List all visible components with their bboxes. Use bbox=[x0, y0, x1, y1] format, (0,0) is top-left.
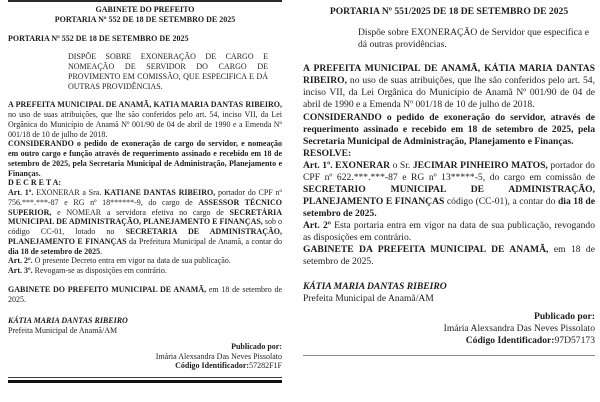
right-signature-name: KÁTIA MARIA DANTAS RIBEIRO bbox=[303, 280, 447, 292]
left-article-2: Art. 2º. O presente Decreto entra em vigor na data de sua publicação. bbox=[8, 256, 231, 266]
left-preamble: A PREFEITA MUNICIPAL DE ANAMÃ, KATIA MARIA DANTAS RIBEIRO, no uso de suas atribuições, que lhe são conferidos pelo art. 54, inciso VII, da Lei Orgânica do Município de Anamã Nº 001/90 de 04 de abril de 1990 e a Emenda Nº 001/18 de 10 de julho de 2018. bbox=[8, 100, 282, 139]
right-bottom-rule bbox=[303, 355, 595, 356]
left-signature-role: Prefeita Municipal de Anamã/AM bbox=[8, 326, 118, 335]
left-bottom-rule-thick bbox=[8, 380, 282, 383]
left-ementa: DISPÕE SOBRE EXONERAÇÃO DE CARGO E NOMEAÇÃO DE SERVIDOR DO CARGO DE PROVIMENTO EM COMISSÃO, QUE ESPECIFICA E DÁ OUTRAS PROVIDÊNCIAS. bbox=[68, 52, 268, 91]
left-code-value: 57282F1F bbox=[249, 361, 282, 371]
left-code-line bbox=[8, 361, 282, 371]
right-article-2: Art. 2º Esta portaria entra em vigor na data de sua publicação, revogando as disposições em contrário. bbox=[303, 220, 595, 244]
left-publication-block bbox=[8, 342, 282, 371]
right-publication-block bbox=[303, 311, 595, 347]
left-top-rule bbox=[8, 0, 282, 2]
right-published-by-name: Imária Alexsandra Das Neves Pissolato bbox=[443, 322, 595, 334]
left-considerando: CONSIDERANDO o pedido de exoneração de cargo do servidor, e nomeação em outro cargo e função através de requerimento assinado e recebido em 18 de setembro de 2025, pela Secretaria Municipal de Administração, Planejamento e Finanças. bbox=[8, 139, 282, 178]
right-signature-role: Prefeita Municipal de Anamã/AM bbox=[303, 292, 434, 304]
right-article-1: Art. 1º. EXONERAR o Sr. JECIMAR PINHEIRO MATOS, portador do CPF nº 622.***.***-87 e RG nº 13*****-5, do cargo em comissão de SECRETARIO MUNICIPAL DE ADMINISTRAÇÃO, PLANEJAMENTO E FINANÇAS código (CC-01), a contar do dia 18 de setembro de 2025. bbox=[303, 159, 596, 220]
left-masthead-line1: GABINETE DO PREFEITO bbox=[95, 5, 195, 14]
left-bottom-rule-thin bbox=[8, 377, 282, 378]
right-published-by-label: Publicado por: bbox=[533, 310, 595, 322]
left-code-label: Código Identificador: bbox=[175, 361, 250, 371]
right-considerando: CONSIDERANDO o pedido de exoneração do servidor, através de requerimento assinado e recebido em 18 de setembro de 2025, pela Secretaria Municipal de Administração, Planejamento e Finanças. bbox=[303, 111, 595, 147]
left-column-portaria-552 bbox=[8, 0, 282, 383]
left-signature-name: KÁTIA MARIA DANTAS RIBEIRO bbox=[8, 316, 128, 326]
left-portaria-title: PORTARIA Nº 552 DE 18 DE SETEMBRO DE 2025 bbox=[8, 33, 189, 43]
right-column-portaria-551 bbox=[303, 0, 595, 356]
right-code-line bbox=[303, 335, 595, 347]
left-decreta-heading: D E C R E T A: bbox=[8, 178, 62, 188]
right-preamble: A PREFEITA MUNICIPAL DE ANAMÃ, KÁTIA MARIA DANTAS RIBEIRO, no uso de suas atribuições, que lhe são conferidos pelo art. 54, inciso VII, da Lei Orgânica do Município de Anamã Nº 001/90 de 04 de abril de 1990 e a Emenda Nº 001/18 de 10 de julho de 2018. bbox=[303, 63, 595, 111]
right-portaria-title: PORTARIA Nº 551/2025 DE 18 DE SETEMBRO DE 2025 bbox=[329, 6, 569, 17]
right-code-label: Código Identificador: bbox=[465, 334, 555, 346]
left-article-1: Art. 1º. EXONERAR a Sra. KATIANE DANTAS RIBEIRO, portador do CPF nº 756.***.***-87 e RG nº 18******-9, do cargo de ASSESSOR TÉCNICO SUPERIOR, e NOMEAR a servidora efetiva no cargo de SECRETÁRIA MUNICIPAL DE ADMINISTRAÇÃO, PLANEJAMENTO E FINANÇAS, sob o código CC-01, lotado no SECRETARIA DE ADMINISTRAÇÃO, PLANEJAMENTO E FINANÇAS da Prefeitura Municipal de Anamã, a contar do dia 18 de setembro de 2025. bbox=[8, 188, 283, 256]
right-resolve-heading: RESOLVE: bbox=[303, 147, 352, 159]
left-published-by-label: Publicado por: bbox=[231, 341, 282, 351]
right-ementa: Dispõe sobre EXONERAÇÃO de Servidor que especifica e dá outras providências. bbox=[358, 27, 589, 51]
left-masthead-line2: PORTARIA Nº 552 DE 18 DE SETEMBRO DE 2025 bbox=[54, 14, 236, 24]
left-gabinete-closing: GABINETE DO PREFEITO MUNICIPAL DE ANAMÃ, em 18 de setembro de 2025. bbox=[8, 284, 282, 304]
right-gabinete-closing: GABINETE DA PREFEITA MUNICIPAL DE ANAMÃ, em 18 de setembro de 2025. bbox=[303, 244, 595, 268]
left-article-3: Art. 3º. Revogam-se as disposições em contrário. bbox=[8, 266, 167, 275]
left-published-by-name: Imária Alexsandra Das Neves Pissolato bbox=[155, 351, 282, 361]
right-code-value: 97D57173 bbox=[554, 334, 595, 346]
